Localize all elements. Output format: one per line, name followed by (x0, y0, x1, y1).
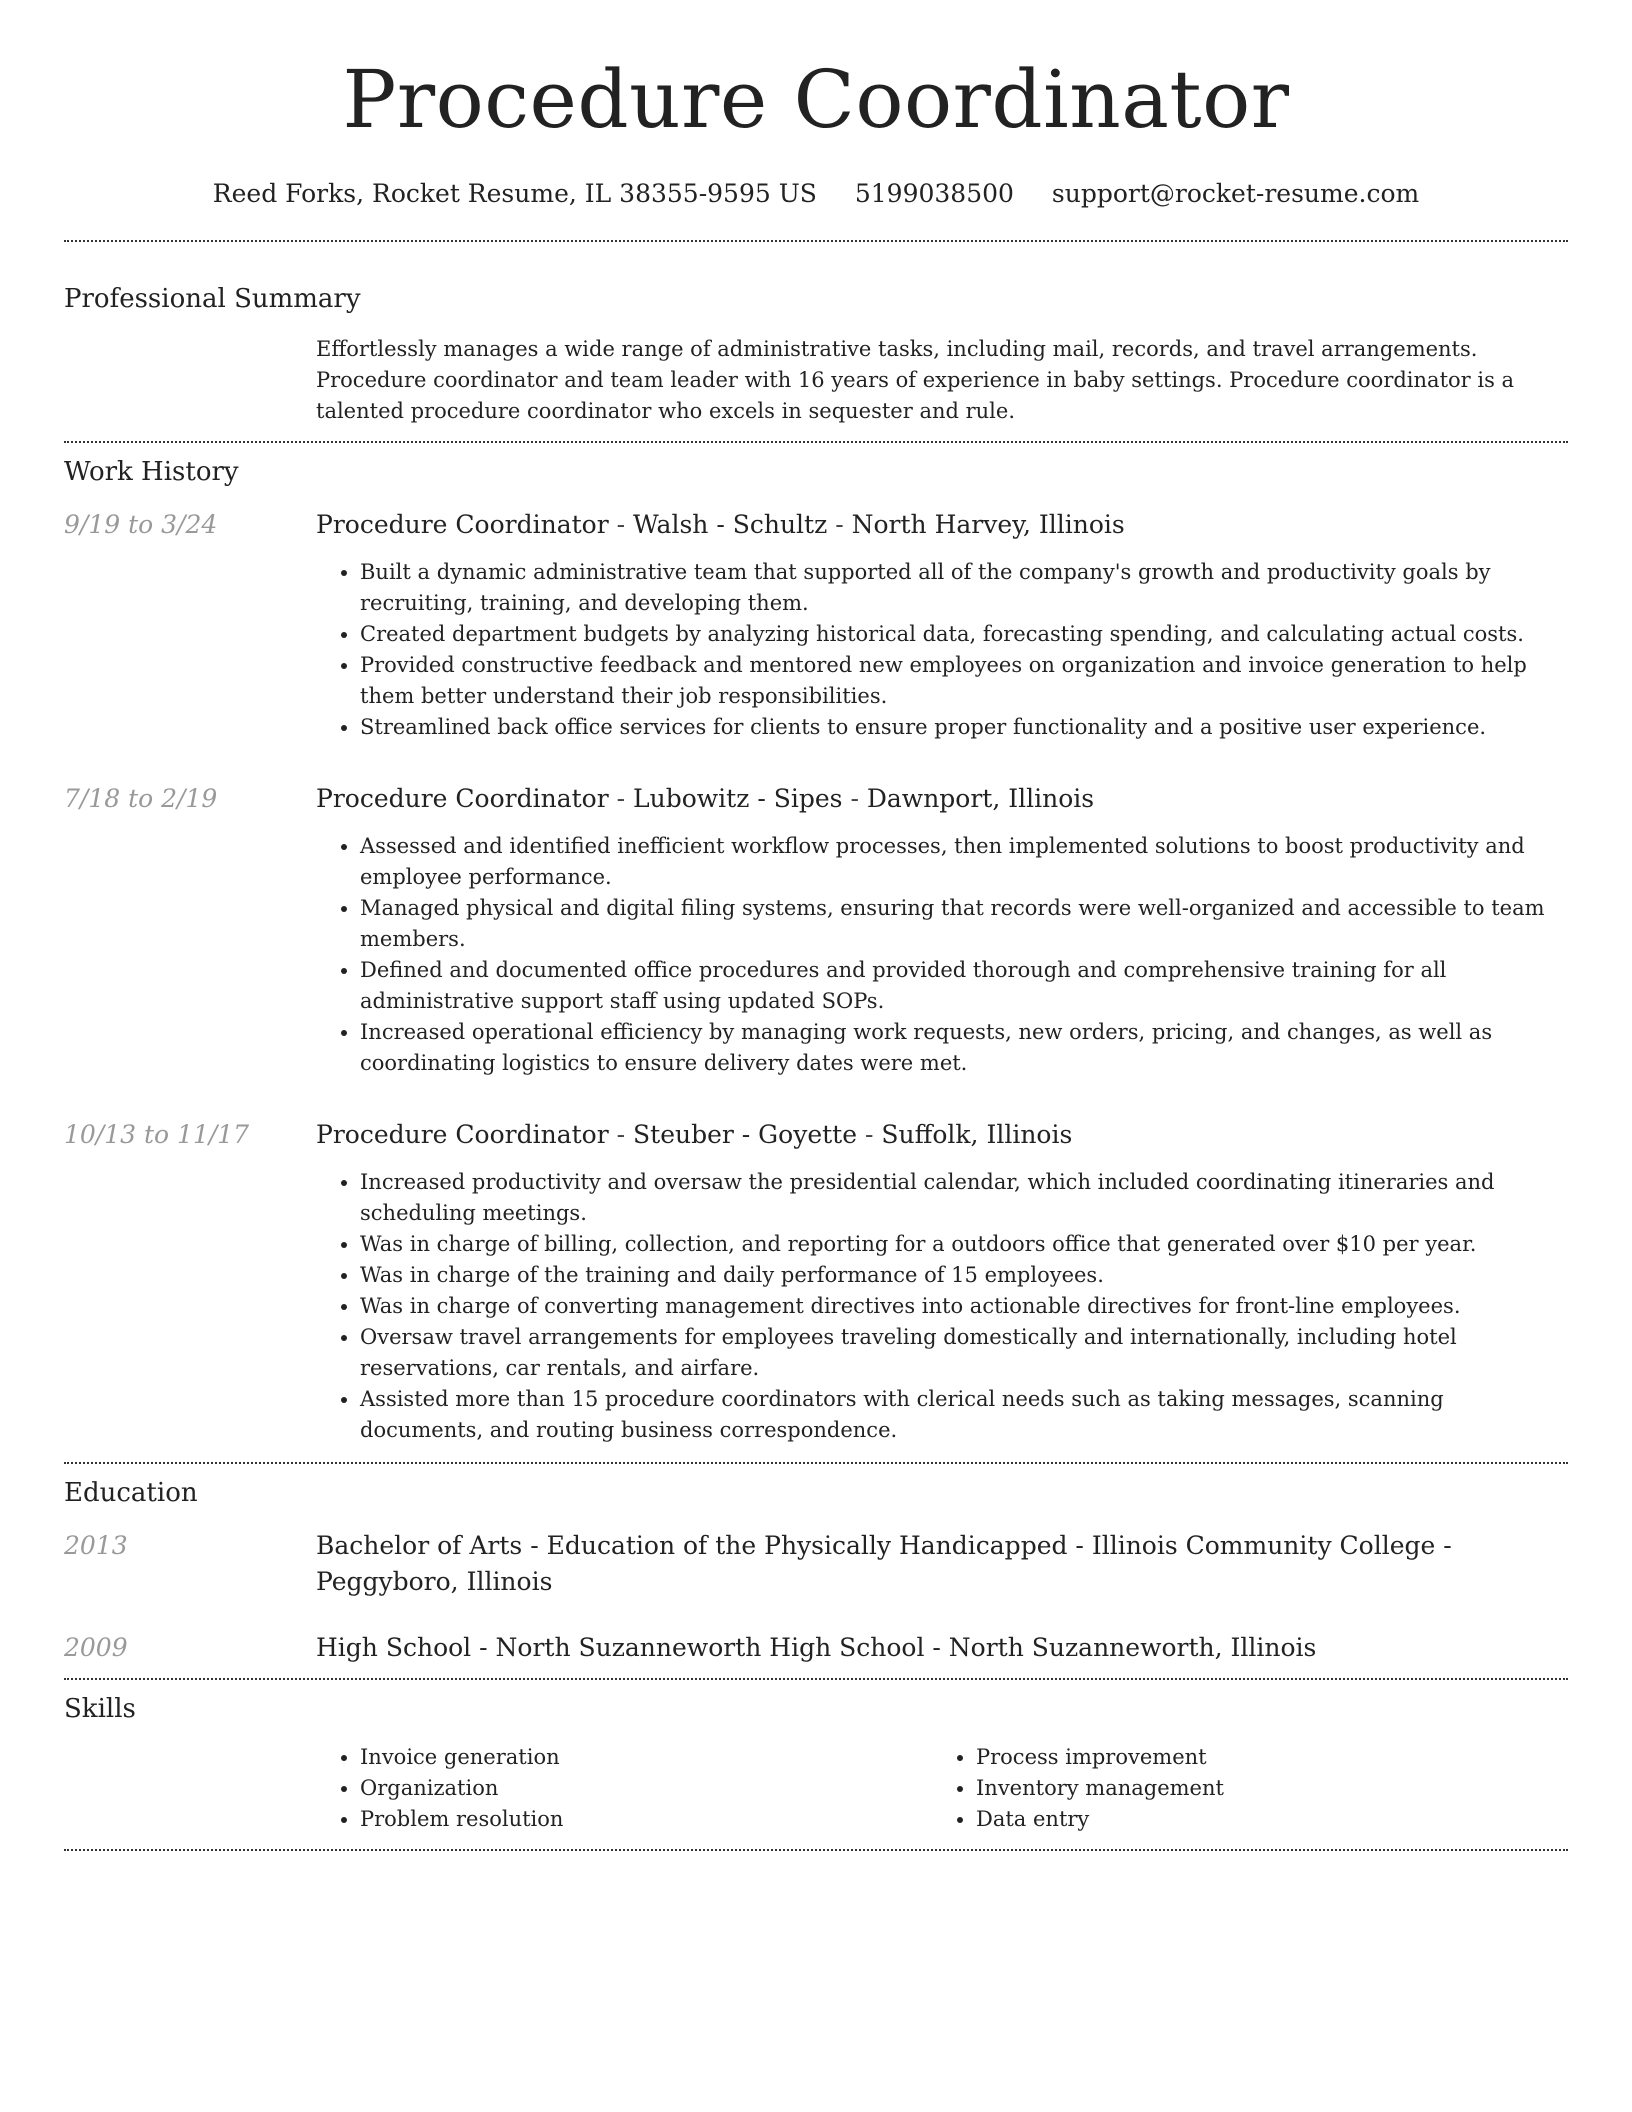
work-entry-body (316, 1117, 1568, 1446)
contact-address: Reed Forks, Rocket Resume, IL 38355-9595 US (212, 179, 817, 208)
list-item: • Streamlined back office services for clients to ensure proper functionality and a positive user experience. (360, 712, 1568, 743)
work-dates: 7/18 to 2/19 (64, 784, 218, 813)
work-entry-body (316, 507, 1568, 743)
job-location: Dawnport, Illinois (866, 784, 1095, 813)
section-divider (64, 240, 1568, 242)
work-bullets (316, 831, 1568, 1079)
education-heading: Education (64, 1478, 198, 1508)
list-item: • Defined and documented office procedures and provided thorough and comprehensive training for all administrative support staff using updated SOPs. (360, 955, 1568, 1017)
skill-item: • Inventory management (976, 1773, 1548, 1804)
list-item: • Was in charge of billing, collection, and reporting for a outdoors office that generated over $10 per year. (360, 1229, 1568, 1260)
work-heading: Procedure Coordinator - Lubowitz - Sipes - Dawnport, Illinois (316, 784, 1095, 813)
job-location: North Harvey, Illinois (851, 510, 1125, 539)
work-heading: Procedure Coordinator - Walsh - Schultz - North Harvey, Illinois (316, 510, 1125, 539)
education-details: Bachelor of Arts - Education of the Physically Handicapped - Illinois Community College - Peggyboro, Illinois (316, 1531, 1452, 1596)
summary-section (64, 282, 1568, 427)
list-item: • Was in charge of converting management directives into actionable directives for front-line employees. (360, 1291, 1568, 1322)
list-item: • Increased productivity and oversaw the presidential calendar, which included coordinating itineraries and scheduling meetings. (360, 1167, 1568, 1229)
contact-line (64, 178, 1568, 210)
list-item: • Created department budgets by analyzing historical data, forecasting spending, and calculating actual costs. (360, 619, 1568, 650)
work-dates: 10/13 to 11/17 (64, 1120, 250, 1149)
skill-item: • Organization (360, 1773, 932, 1804)
company-name: Walsh - Schultz (633, 510, 828, 539)
section-divider (64, 1849, 1568, 1851)
skill-item: • Invoice generation (360, 1742, 932, 1773)
skills-column-right (932, 1742, 1548, 1835)
candidate-name: Procedure Coordinator (342, 53, 1290, 146)
list-item: • Was in charge of the training and daily performance of 15 employees. (360, 1260, 1568, 1291)
education-entry (64, 1630, 1568, 1666)
job-title: Procedure Coordinator (316, 1120, 609, 1149)
work-entry (64, 1117, 1568, 1446)
skills-section (64, 1680, 1568, 1849)
list-item: • Increased operational efficiency by managing work requests, new orders, pricing, and changes, as well as coordinating logistics to ensure delivery dates were met. (360, 1017, 1568, 1079)
education-year: 2009 (64, 1633, 128, 1662)
skill-item: • Problem resolution (360, 1804, 932, 1835)
job-title: Procedure Coordinator (316, 510, 609, 539)
job-title: Procedure Coordinator (316, 784, 609, 813)
summary-heading: Professional Summary (64, 284, 361, 314)
education-year: 2013 (64, 1531, 128, 1560)
resume-header (64, 0, 1568, 210)
job-location: Suffolk, Illinois (881, 1120, 1073, 1149)
work-bullets (316, 557, 1568, 743)
work-history-section (64, 443, 1568, 1462)
company-name: Lubowitz - Sipes (633, 784, 843, 813)
education-section (64, 1464, 1568, 1678)
summary-text: Effortlessly manages a wide range of administrative tasks, including mail, records, and travel arrangements. Procedure coordinator and team leader with 16 years of experience in baby settings. Procedure coordinator is a talented procedure coordinator who excels in sequester and rule. (316, 337, 1515, 423)
work-dates: 9/19 to 3/24 (64, 510, 218, 539)
skills-grid (316, 1742, 1568, 1835)
list-item: • Oversaw travel arrangements for employees traveling domestically and internationally, including hotel reservations, car rentals, and airfare. (360, 1322, 1568, 1384)
work-history-heading: Work History (64, 457, 239, 487)
contact-email: support@rocket-resume.com (1051, 179, 1420, 208)
list-item: • Assisted more than 15 procedure coordinators with clerical needs such as taking messages, scanning documents, and routing business correspondence. (360, 1384, 1568, 1446)
skills-column-left (316, 1742, 932, 1835)
skill-item: • Data entry (976, 1804, 1548, 1835)
work-bullets (316, 1167, 1568, 1446)
work-entry-body (316, 781, 1568, 1079)
company-name: Steuber - Goyette (633, 1120, 858, 1149)
work-entry (64, 781, 1568, 1079)
work-heading: Procedure Coordinator - Steuber - Goyette - Suffolk, Illinois (316, 1120, 1073, 1149)
skills-heading: Skills (64, 1694, 136, 1724)
education-details: High School - North Suzanneworth High School - North Suzanneworth, Illinois (316, 1633, 1317, 1662)
list-item: • Assessed and identified inefficient workflow processes, then implemented solutions to boost productivity and employee performance. (360, 831, 1568, 893)
skill-item: • Process improvement (976, 1742, 1548, 1773)
contact-phone: 5199038500 (854, 179, 1014, 208)
list-item: • Managed physical and digital filing systems, ensuring that records were well-organized and accessible to team members. (360, 893, 1568, 955)
list-item: • Provided constructive feedback and mentored new employees on organization and invoice generation to help them better understand their job responsibilities. (360, 650, 1568, 712)
work-entry (64, 507, 1568, 743)
list-item: • Built a dynamic administrative team that supported all of the company's growth and productivity goals by recruiting, training, and developing them. (360, 557, 1568, 619)
education-entry (64, 1528, 1568, 1600)
